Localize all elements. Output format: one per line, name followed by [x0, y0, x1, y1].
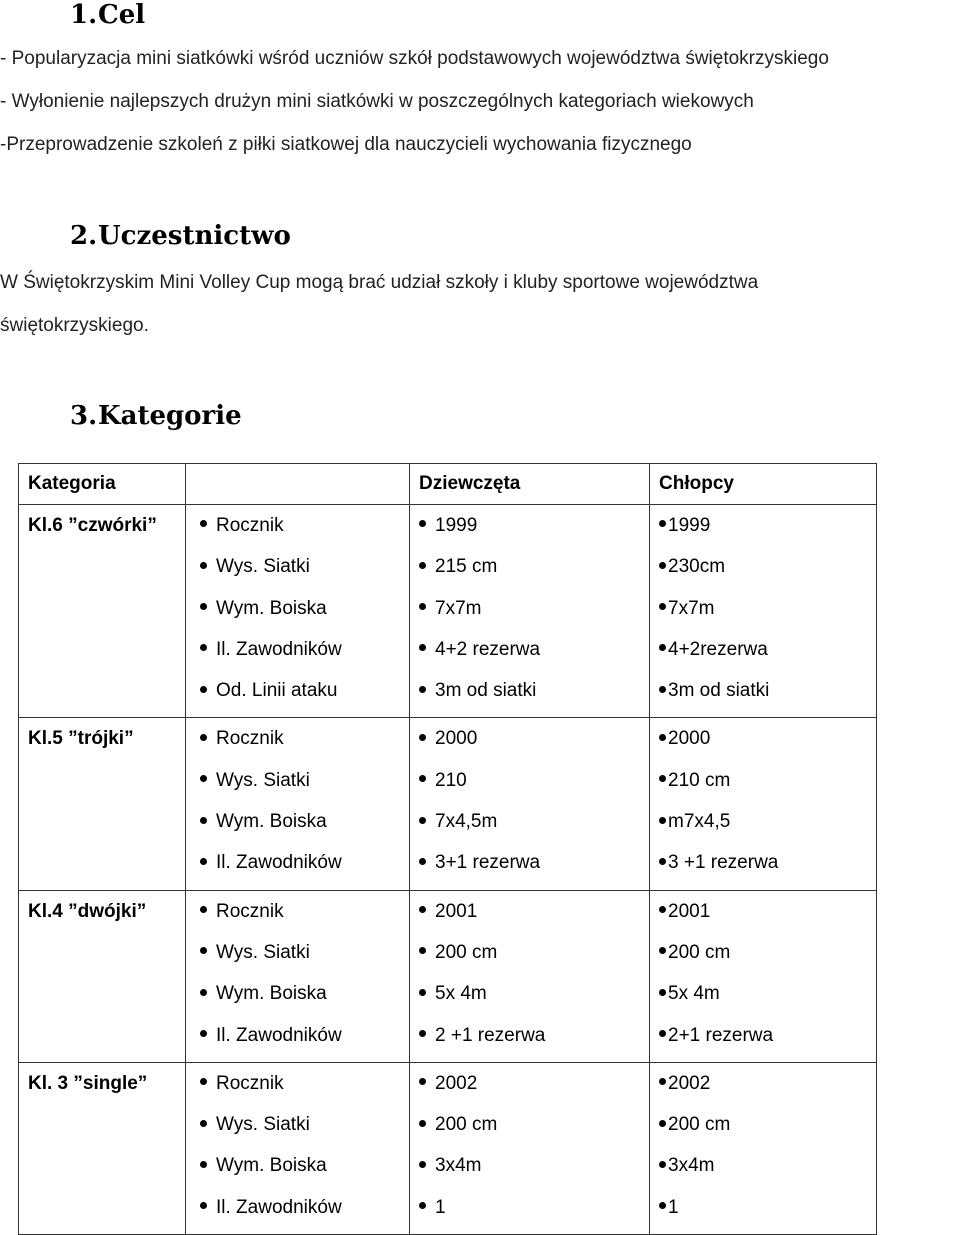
header-chlopcy: Chłopcy: [650, 464, 877, 505]
bullet-icon: [419, 1078, 426, 1085]
girls-value-cell: [410, 505, 650, 718]
category-name: Kl.6 ”czwórki”: [28, 515, 157, 536]
list-item: [650, 676, 876, 717]
header-kategoria: Kategoria: [19, 464, 186, 505]
param: Rocznik: [216, 1072, 284, 1094]
param-list: [186, 1063, 409, 1234]
list-item: [650, 511, 876, 552]
boys-value-cell: [650, 505, 877, 718]
bullet-icon: [419, 644, 426, 651]
param-list: [186, 718, 409, 889]
boys-value: 2002: [668, 1072, 711, 1094]
list-item: [186, 552, 409, 593]
bullet-icon: [200, 734, 207, 741]
list-item: [186, 724, 409, 765]
list-item: [650, 1151, 876, 1192]
bullet-icon: [659, 734, 666, 741]
category-name: Kl.4 ”dwójki”: [28, 900, 147, 922]
list-item: [410, 1110, 649, 1151]
category-cell: [19, 890, 186, 1062]
bullet-icon: [659, 1120, 666, 1127]
bullet-icon: [200, 1030, 207, 1037]
list-item: [410, 807, 649, 848]
bullet-icon: [419, 989, 426, 996]
boys-value: 4+2rezerwa: [668, 638, 768, 660]
boys-value: 2000: [668, 728, 711, 750]
table-row: [19, 890, 877, 1062]
bullet-icon: [200, 989, 207, 996]
list-item: [650, 594, 876, 635]
list-item: [650, 1110, 876, 1151]
list-item: [410, 1193, 649, 1234]
boys-value-list: [650, 718, 876, 889]
list-item: [650, 848, 876, 889]
param-cell: [186, 890, 410, 1062]
list-item: [410, 676, 649, 717]
list-item: [410, 724, 649, 765]
bullet-icon: [659, 603, 666, 610]
bullet-icon: [200, 858, 207, 865]
boys-value: 1: [668, 1196, 679, 1218]
list-item: [650, 938, 876, 979]
categories-table: [18, 463, 877, 1235]
boys-value-list: [650, 891, 876, 1062]
girls-value-list: [410, 718, 649, 889]
param: Wym. Boiska: [216, 811, 327, 833]
bullet-icon: [200, 520, 207, 527]
girls-value: 2002: [435, 1072, 478, 1094]
boys-value: 2+1 rezerwa: [668, 1024, 774, 1046]
list-item: [186, 766, 409, 807]
param-cell: [186, 718, 410, 890]
girls-value-cell: [410, 1062, 650, 1234]
list-item: [186, 511, 409, 552]
boys-value: 2001: [668, 900, 711, 922]
boys-value: 3 +1 rezerwa: [668, 852, 779, 874]
list-item: [650, 897, 876, 938]
list-item: [186, 1110, 409, 1151]
bullet-icon: [659, 947, 666, 954]
girls-value: 3+1 rezerwa: [435, 852, 541, 874]
bullet-icon: [200, 1078, 207, 1085]
param: Wym. Boiska: [216, 1155, 327, 1177]
list-item: [650, 724, 876, 765]
list-item: [650, 1193, 876, 1234]
girls-value: 4+2 rezerwa: [435, 638, 541, 660]
param: Il. Zawodników: [216, 1024, 342, 1046]
bullet-icon: [200, 906, 207, 913]
heading-title: Cel: [98, 0, 146, 30]
heading-uczestnictwo: [70, 221, 291, 251]
bullet-icon: [659, 989, 666, 996]
boys-value-cell: [650, 1062, 877, 1234]
param: Il. Zawodników: [216, 638, 342, 660]
list-item: [186, 1021, 409, 1062]
girls-value: 200 cm: [435, 1114, 498, 1136]
boys-value-list: [650, 505, 876, 717]
bullet-icon: [419, 686, 426, 693]
boys-value-cell: [650, 890, 877, 1062]
bullet-icon: [659, 686, 666, 693]
bullet-icon: [419, 1202, 426, 1209]
list-item: [410, 938, 649, 979]
bullet-icon: [200, 775, 207, 782]
list-item: [186, 938, 409, 979]
heading-cel: [70, 0, 145, 30]
bullet-icon: [659, 775, 666, 782]
header-dziewczeta: Dziewczęta: [410, 464, 650, 505]
girls-value: 3m od siatki: [435, 680, 537, 702]
bullet-icon: [200, 686, 207, 693]
goal-line: - Popularyzacja mini siatkówki wśród uczniów szkół podstawowych województwa świętokrzyskiego: [0, 48, 829, 69]
heading-kategorie: [70, 401, 242, 431]
girls-value: 200 cm: [435, 941, 498, 963]
category-name: Kl. 3 ”single”: [28, 1072, 148, 1094]
goal-line: - Wyłonienie najlepszych drużyn mini siatkówki w poszczególnych kategoriach wiekowych: [0, 91, 754, 112]
param-cell: [186, 1062, 410, 1234]
girls-value: 7x7m: [435, 597, 482, 619]
bullet-icon: [200, 562, 207, 569]
list-item: [186, 594, 409, 635]
bullet-icon: [659, 520, 666, 527]
param: Wys. Siatki: [216, 941, 310, 963]
bullet-icon: [419, 734, 426, 741]
girls-value-cell: [410, 890, 650, 1062]
bullet-icon: [419, 1161, 426, 1168]
girls-value-list: [410, 891, 649, 1062]
param: Rocznik: [216, 728, 284, 750]
header-empty: [186, 464, 410, 505]
list-item: [186, 979, 409, 1020]
list-item: [650, 1021, 876, 1062]
girls-value: 2 +1 rezerwa: [435, 1024, 546, 1046]
girls-value: 3x4m: [435, 1155, 482, 1177]
boys-value: 3x4m: [668, 1155, 715, 1177]
bullet-icon: [419, 562, 426, 569]
list-item: [186, 1069, 409, 1110]
boys-value: 5x 4m: [668, 983, 720, 1005]
list-item: [650, 635, 876, 676]
bullet-icon: [659, 906, 666, 913]
param: Wys. Siatki: [216, 556, 310, 578]
boys-value: 200 cm: [668, 1114, 731, 1136]
list-item: [410, 635, 649, 676]
boys-value: 230cm: [668, 556, 726, 578]
boys-value: 1999: [668, 515, 711, 536]
list-item: [410, 1069, 649, 1110]
bullet-icon: [200, 1202, 207, 1209]
girls-value: 215 cm: [435, 556, 498, 578]
param: Wys. Siatki: [216, 1114, 310, 1136]
boys-value-cell: [650, 718, 877, 890]
param-cell: [186, 505, 410, 718]
list-item: [186, 1193, 409, 1234]
param-list: [186, 505, 409, 717]
param: Rocznik: [216, 900, 284, 922]
girls-value-list: [410, 505, 649, 717]
girls-value: 5x 4m: [435, 983, 487, 1005]
list-item: [410, 552, 649, 593]
bullet-icon: [200, 817, 207, 824]
heading-number: 3.: [70, 401, 98, 431]
bullet-icon: [200, 644, 207, 651]
bullet-icon: [419, 520, 426, 527]
heading-number: 1.: [70, 0, 98, 30]
girls-value-cell: [410, 718, 650, 890]
boys-value-list: [650, 1063, 876, 1234]
list-item: [410, 511, 649, 552]
bullet-icon: [659, 1030, 666, 1037]
list-item: [650, 979, 876, 1020]
girls-value-list: [410, 1063, 649, 1234]
param-list: [186, 891, 409, 1062]
bullet-icon: [200, 1120, 207, 1127]
bullet-icon: [419, 947, 426, 954]
list-item: [410, 979, 649, 1020]
list-item: [186, 676, 409, 717]
goal-line: -Przeprowadzenie szkoleń z piłki siatkowej dla nauczycieli wychowania fizycznego: [0, 134, 692, 155]
bullet-icon: [659, 1078, 666, 1085]
bullet-icon: [659, 1202, 666, 1209]
category-name: Kl.5 ”trójki”: [28, 728, 134, 750]
category-cell: [19, 1062, 186, 1234]
heading-title: Uczestnictwo: [98, 221, 291, 251]
list-item: [410, 1021, 649, 1062]
bullet-icon: [200, 603, 207, 610]
list-item: [186, 635, 409, 676]
list-item: [650, 552, 876, 593]
girls-value: 7x4,5m: [435, 811, 498, 833]
param: Rocznik: [216, 515, 284, 536]
param: Il. Zawodników: [216, 852, 342, 874]
list-item: [650, 807, 876, 848]
boys-value: 210 cm: [668, 769, 731, 791]
table-row: [19, 718, 877, 890]
heading-number: 2.: [70, 221, 98, 251]
boys-value: 7x7m: [668, 597, 715, 619]
participation-line: świętokrzyskiego.: [0, 315, 149, 336]
list-item: [650, 1069, 876, 1110]
param: Wym. Boiska: [216, 983, 327, 1005]
param: Wym. Boiska: [216, 597, 327, 619]
bullet-icon: [659, 562, 666, 569]
bullet-icon: [419, 1030, 426, 1037]
girls-value: 210: [435, 769, 467, 791]
param: Wys. Siatki: [216, 769, 310, 791]
list-item: [410, 766, 649, 807]
table-row: [19, 505, 877, 718]
bullet-icon: [200, 1161, 207, 1168]
param: Od. Linii ataku: [216, 680, 338, 702]
list-item: [650, 766, 876, 807]
category-cell: [19, 718, 186, 890]
list-item: [410, 594, 649, 635]
bullet-icon: [419, 858, 426, 865]
bullet-icon: [200, 947, 207, 954]
table-header-row: [19, 464, 877, 505]
boys-value: m7x4,5: [668, 811, 731, 833]
boys-value: 200 cm: [668, 941, 731, 963]
bullet-icon: [659, 644, 666, 651]
bullet-icon: [659, 858, 666, 865]
girls-value: 1999: [435, 515, 478, 536]
table-row: [19, 1062, 877, 1234]
category-cell: [19, 505, 186, 718]
girls-value: 2000: [435, 728, 478, 750]
bullet-icon: [419, 1120, 426, 1127]
girls-value: 1: [435, 1196, 446, 1218]
heading-title: Kategorie: [98, 401, 242, 431]
list-item: [186, 807, 409, 848]
boys-value: 3m od siatki: [668, 680, 770, 702]
girls-value: 2001: [435, 900, 478, 922]
bullet-icon: [659, 817, 666, 824]
param: Il. Zawodników: [216, 1196, 342, 1218]
participation-line: W Świętokrzyskim Mini Volley Cup mogą brać udział szkoły i kluby sportowe województwa: [0, 272, 759, 293]
bullet-icon: [419, 603, 426, 610]
list-item: [186, 1151, 409, 1192]
list-item: [186, 848, 409, 889]
list-item: [186, 897, 409, 938]
bullet-icon: [419, 817, 426, 824]
bullet-icon: [419, 775, 426, 782]
list-item: [410, 1151, 649, 1192]
list-item: [410, 897, 649, 938]
list-item: [410, 848, 649, 889]
bullet-icon: [659, 1161, 666, 1168]
bullet-icon: [419, 906, 426, 913]
